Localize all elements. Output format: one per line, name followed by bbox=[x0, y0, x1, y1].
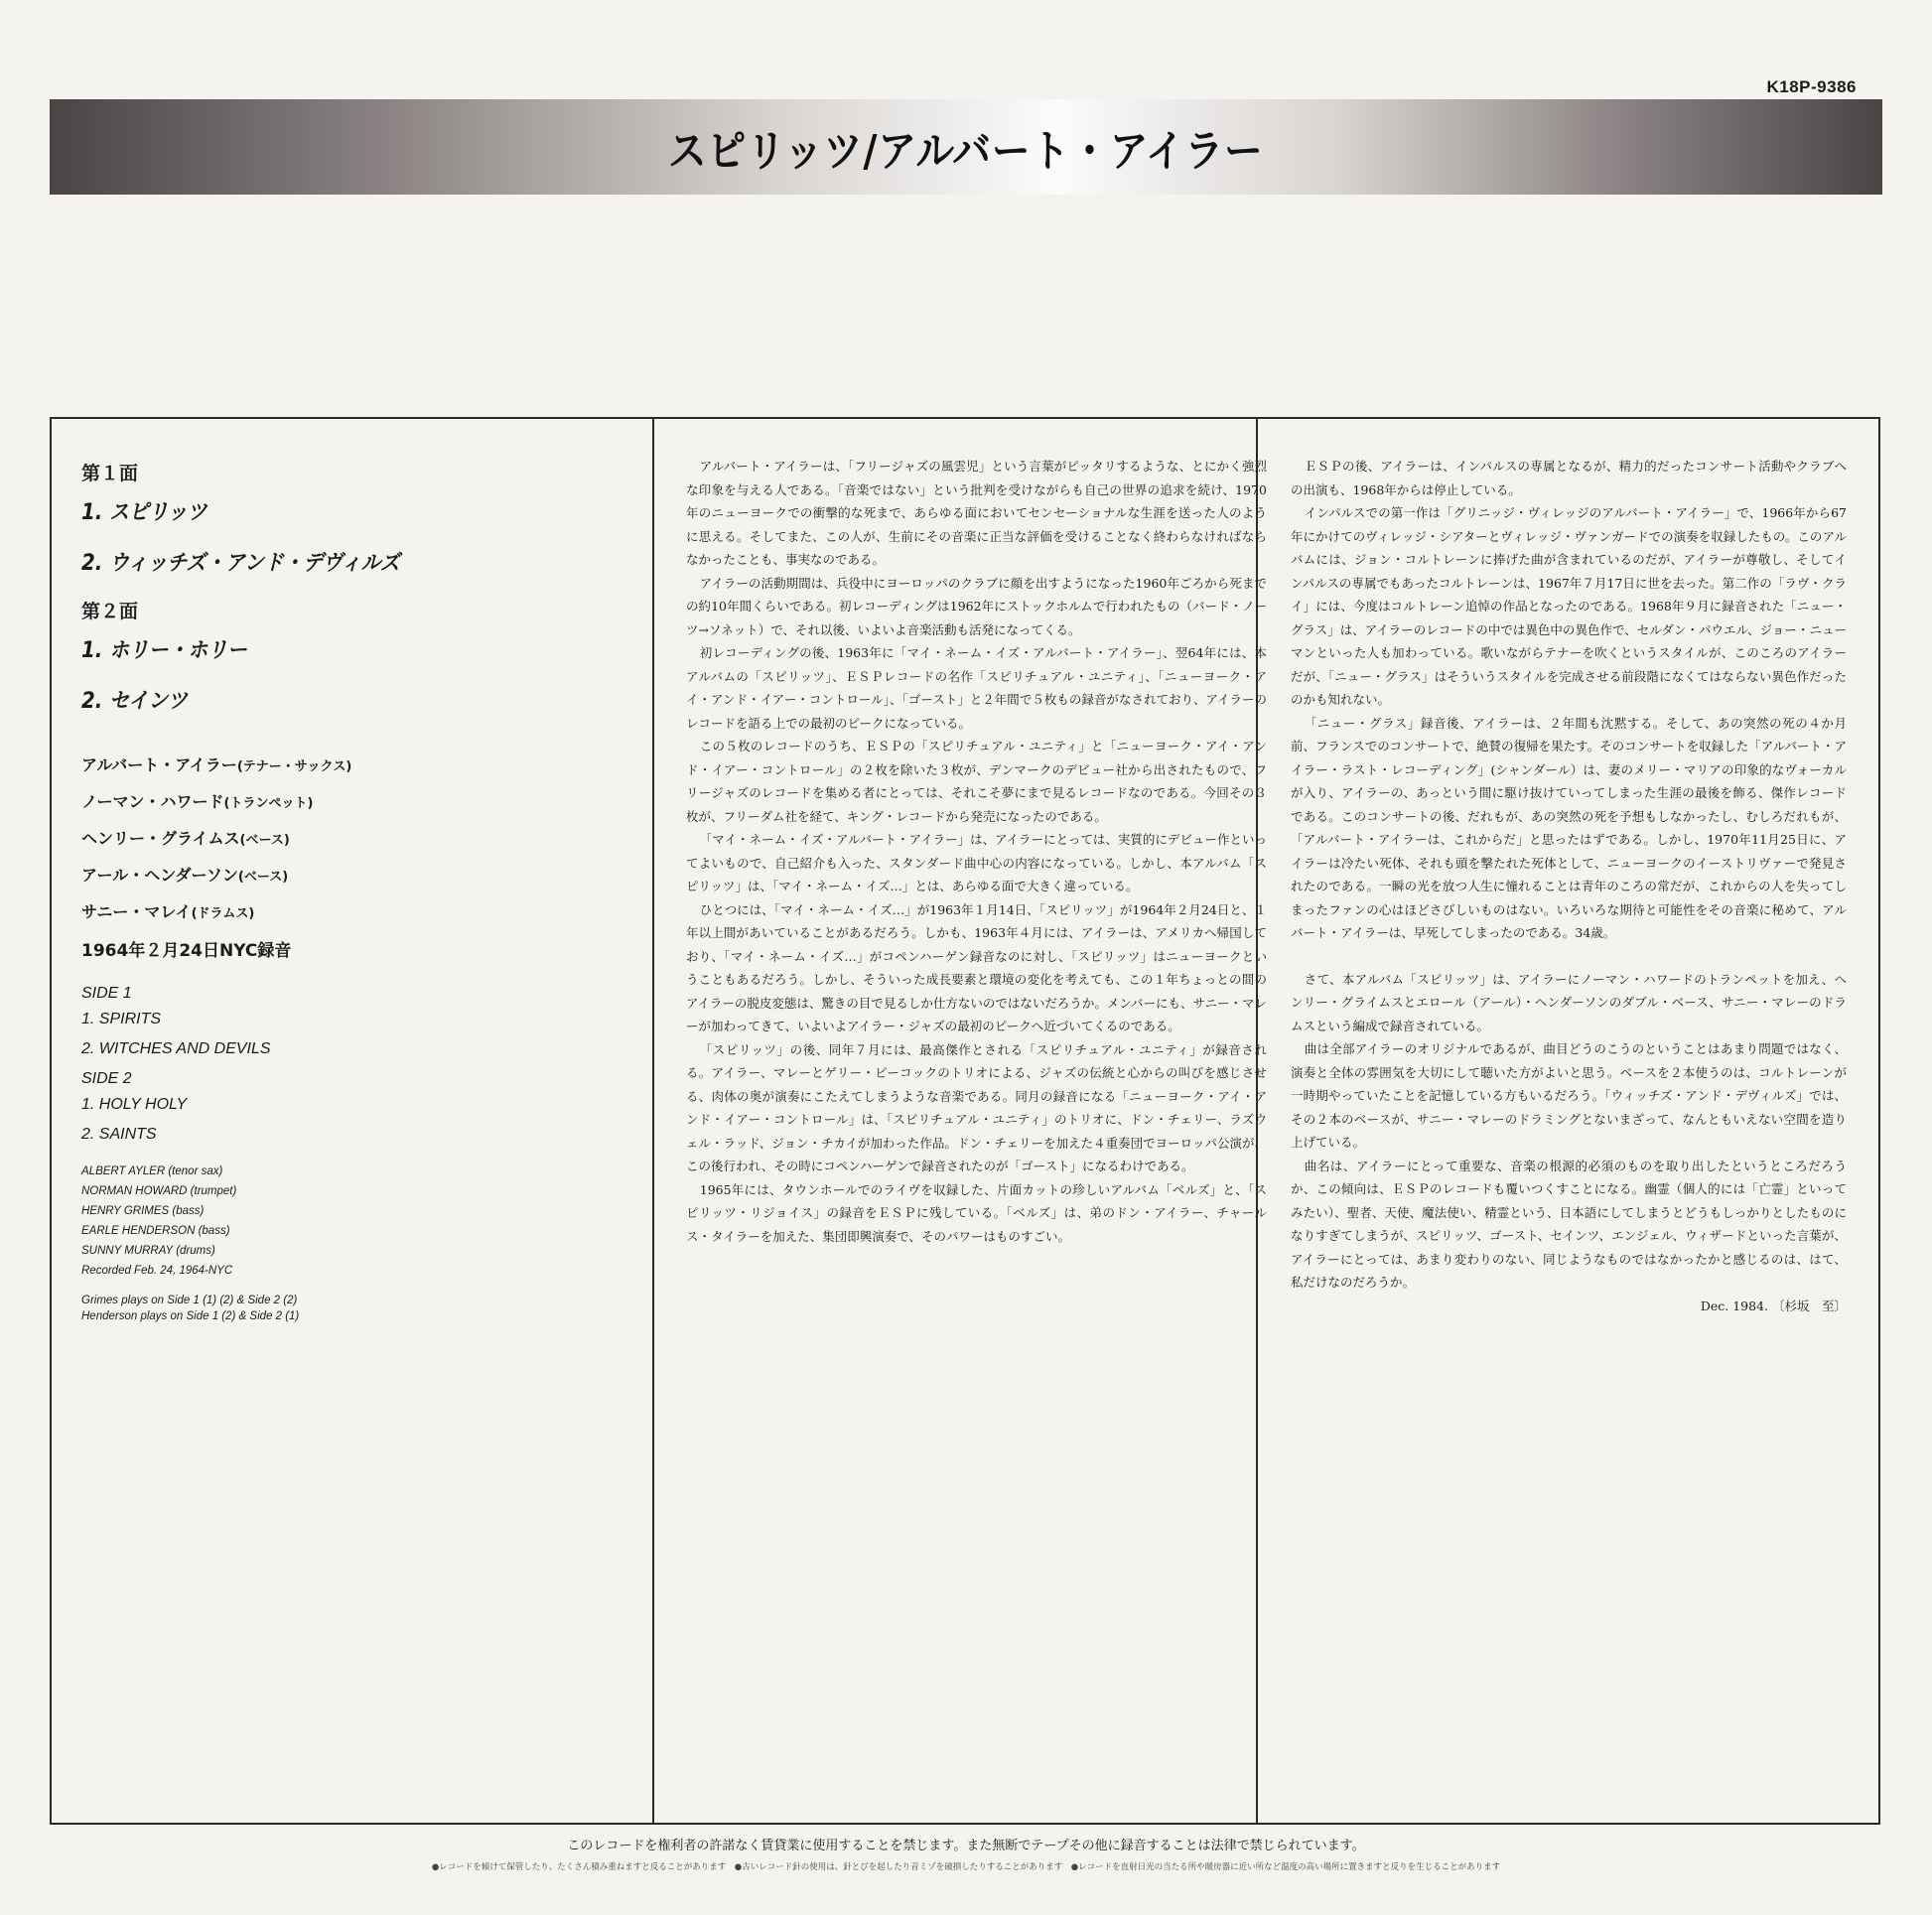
liner-paragraph: アルバート・アイラーは、「フリージャズの風雲児」という言葉がピッタリするような、とにかく強烈な印象を与える人である。「音楽ではない」という批判を受けながらも自己の世界の追求を続け、1970年のニューヨークでの衝撃的な死まで、あらゆる面においてセンセーショナルな生涯を送った人のように思える。そしてまた、この人が、生前にその音楽に正当な評価を受けることなく終わらなければならなかったことも、事実なのである。 bbox=[686, 459, 1267, 567]
track-item-en: 2. SAINTS bbox=[81, 1126, 157, 1143]
track-item-en: 1. HOLY HOLY bbox=[81, 1096, 188, 1113]
liner-notes-column-2 bbox=[686, 455, 1267, 1248]
personnel-item-jp: アール・ヘンダーソン(ベース) bbox=[81, 866, 289, 885]
author-signoff: Dec. 1984. 〔杉坂 至〕 bbox=[1700, 1298, 1847, 1313]
liner-paragraph: 曲名は、アイラーにとって重要な、音楽の根源的必須のものを取り出したというところだろうか、この傾向は、ＥＳＰのレコードも覆いつくすことになる。幽霊（個人的には「亡霊」といってみたい）、聖者、天使、魔法使い、精霊という、日本語にしてしまうとどうもしっかりとしたものになりすぎてしまうが、スピリッツ、ゴースト、セインツ、エンジェル、ウィザードといった言葉が、アイラーにとっては、あまり変わりのない、同じようなものではなかったかと感じるのは、はて、私だけなのだろうか。 bbox=[1291, 1158, 1847, 1290]
tracklist-column bbox=[81, 459, 637, 1324]
track-item-en: 2. WITCHES AND DEVILS bbox=[81, 1040, 271, 1057]
column-divider bbox=[652, 419, 654, 1823]
copyright-notice: このレコードを権利者の許諾なく賃貸業に使用することを禁じます。また無断でテープその他に録音することは法律で禁じられています。 bbox=[567, 1839, 1365, 1853]
liner-paragraph: 「スピリッツ」の後、同年７月には、最高傑作とされる「スピリチュアル・ユニティ」が録音される。アイラー、マレーとゲリー・ピーコックのトリオによる、ジャズの伝統と心からの叫びを感じさせる、肉体の奥が演奏にこたえてしまうような音楽である。同月の録音になる「ニューヨーク・アイ・アンド・イアー・コントロール」は、「スピリチュアル・ユニティ」のトリオに、ドン・チェリー、ラズウェル・ラッド、ジョン・チカイが加わった作品。ドン・チェリーを加えた４重奏団でヨーロッパ公演が、この後行われ、その時にコペンハーゲンで録音されたのが「ゴースト」になるわけである。 bbox=[686, 1041, 1267, 1173]
liner-paragraph: インパルスでの第一作は「グリニッジ・ヴィレッジのアルバート・アイラー」で、1966年から67年にかけてのヴィレッジ・シアターとヴィレッジ・ヴァンガードでの演奏を収録したもの。このアルバムには、ジョン・コルトレーンに捧げた曲が含まれているのだが、アイラーが尊敬し、そしてインパルスの専属でもあったコルトレーンは、1967年７月17日に世を去った。第二作の「ラヴ・クライ」には、今度はコルトレーン追悼の作品となったのである。1968年９月に録音された「ニュー・グラス」は、アイラーのレコードの中では異色中の異色作で、セルダン・パウエル、ジョー・ニューマンといった人も加わっている。歌いながらテナーを吹くというスタイルが、このころのアイラーだが、「ニュー・グラス」はそういうスタイルを完成させる前段階になくてはならない異色作だったのかも知れない。 bbox=[1291, 505, 1847, 707]
track-item-en: 1. SPIRITS bbox=[81, 1011, 162, 1027]
personnel-item-jp: ノーマン・ハワード(トランペット) bbox=[81, 792, 314, 811]
personnel-item-en: NORMAN HOWARD (trumpet) bbox=[81, 1185, 237, 1197]
track-item-jp: 1. スピリッツ bbox=[81, 500, 207, 525]
personnel-item-jp: ヘンリー・グライムス(ベース) bbox=[81, 829, 290, 848]
title-banner bbox=[50, 99, 1882, 195]
liner-paragraph: 曲は全部アイラーのオリジナルであるが、曲目どうのこうのということはあまり問題ではなく、演奏と全体の雰囲気を大切にして聴いた方がよいと思う。ベースを２本使うのは、コルトレーンが一時期やっていたことを記憶している方もいるだろう。「ウィッチズ・アンド・デヴィルズ」では、その２本のベースが、サニー・マレーのドラミングとないまざって、なんともいえない空間を造り上げている。 bbox=[1291, 1041, 1847, 1150]
liner-paragraph: 1965年には、タウンホールでのライヴを収録した、片面カットの珍しいアルバム「ベルズ」と、「スピリッツ・リジョイス」の録音をＥＳＰに残している。「ベルズ」は、弟のドン・アイラー、チャールス・タイラーを加えた、集団即興演奏で、そのパワーはものすごい。 bbox=[686, 1181, 1267, 1244]
liner-paragraph: ＥＳＰの後、アイラーは、インパルスの専属となるが、精力的だったコンサート活動やクラブへの出演も、1968年からは停止している。 bbox=[1291, 459, 1847, 497]
bass-notes-en bbox=[81, 1293, 637, 1324]
liner-paragraph: 「ニュー・グラス」録音後、アイラーは、２年間も沈黙する。そして、あの突然の死の４か月前、フランスでのコンサートで、絶賛の復帰を果たす。そのコンサートを収録した「アルバート・アイラー・ラスト・レコーディング」(シャンダール）は、妻のメリー・マリアの印象的なヴォーカルが入り、アイラーの、あっという間に駆け抜けていってしまった生涯の最後を飾る、傑作レコードである。このコンサートの後、だれもが、あの突然の死を予想もしなかったし、むしろだれもが、「アルバート・アイラーは、これからだ」と思ったはずである。しかし、1970年11月25日に、アイラーは冷たい死体、それも頭を撃たれた死体として、ニューヨークのイーストリヴァーで発見されたのである。一瞬の光を放つ人生に憧れることは青年のころの常だが、これからの人を失ってしまったファンの心はほどさびしいものはない。いろいろな期待と可能性をその音楽に秘めて、アルバート・アイラーは、早死してしまったのである。34歳。 bbox=[1291, 715, 1847, 940]
recording-info-jp: 1964年２月24日NYC録音 bbox=[81, 941, 292, 961]
liner-paragraph: ひとつには、「マイ・ネーム・イズ…」が1963年１月14日、「スピリッツ」が1964年２月24日と、１年以上間があいていることがあるだろう。しかも、1963年４月には、アイラーは、アメリカへ帰国しており、「マイ・ネーム・イズ…」がコペンハーゲン録音なのに対し、「スピリッツ」はニューヨークということもあるだろう。しかし、そういった成長要素と環境の変化を考えても、この１年ちょっとの間のアイラーの脱皮変態は、驚きの目で見るしか仕方ないのではないだろうか。メンバーにも、サニー・マレーが加わってきて、いよいよアイラー・ジャズの最初のピークへ近づいてくるのである。 bbox=[686, 901, 1268, 1033]
bass-note: Grimes plays on Side 1 (1) (2) & Side 2 (2) bbox=[81, 1295, 298, 1306]
personnel-item-en: ALBERT AYLER (tenor sax) bbox=[81, 1165, 223, 1177]
liner-paragraph: 「マイ・ネーム・イズ・アルバート・アイラー」は、アイラーにとっては、実質的にデビュー作といってよいもので、自己紹介も入った、スタンダード曲中心の内容になっている。しかし、本アルバム「スピリッツ」は、「マイ・ネーム・イズ…」とは、あらゆる面で大きく違っている。 bbox=[686, 832, 1267, 893]
track-item-jp: 2. ウィッチズ・アンド・デヴィルズ bbox=[81, 551, 400, 576]
care-instructions: ●レコードを傾けて保管したり、たくさん積み重ねますと反ることがあります ●古いレコード針の使用は、針とびを起したり音ミゾを破損したりすることがあります ●レコードを直射日光の当たる所や暖房器に近い所など温度の高い場所に置きますと反りを生じることがあります bbox=[431, 1862, 1501, 1872]
side2-heading-jp: 第２面 bbox=[81, 601, 139, 622]
side1-heading-jp: 第１面 bbox=[81, 463, 139, 484]
liner-notes-frame bbox=[50, 417, 1880, 1825]
side2-heading-en: SIDE 2 bbox=[81, 1070, 132, 1087]
liner-paragraph: 初レコーディングの後、1963年に「マイ・ネーム・イズ・アルバート・アイラー」、翌64年には、本アルバムの「スピリッツ」、ＥＳＰレコードの名作「スピリチュアル・ユニティ」、「ニューヨーク・アイ・アンド・イアー・コントロール」、「ゴースト」と２年間で５枚もの録音がなされており、アイラーのレコードを語る上での最初のピークになっている。 bbox=[686, 645, 1267, 731]
paragraph-spacer bbox=[1291, 945, 1847, 968]
liner-paragraph: さて、本アルバム「スピリッツ」は、アイラーにノーマン・ハワードのトランペットを加え、ヘンリー・グライムスとエロール（アール）・ヘンダーソンのダブル・ベース、サニー・マレーのドラムスという編成で録音されている。 bbox=[1291, 971, 1847, 1033]
personnel-item-en: EARLE HENDERSON (bass) bbox=[81, 1225, 230, 1237]
recording-info-en: Recorded Feb. 24, 1964-NYC bbox=[81, 1265, 233, 1277]
liner-paragraph: アイラーの活動期間は、兵役中にヨーロッパのクラブに顔を出すようになった1960年ごろから死までの約10年間くらいである。初レコーディングは1962年にストックホルムで行われたもの（バード・ノーツ→ソネット）で、それ以後、いよいよ音楽活動も活発になってくる。 bbox=[686, 575, 1267, 637]
side1-heading-en: SIDE 1 bbox=[81, 985, 132, 1002]
bass-note: Henderson plays on Side 1 (2) & Side 2 (1) bbox=[81, 1310, 300, 1322]
catalog-number: K18P-9386 bbox=[1766, 77, 1857, 96]
liner-paragraph: この５枚のレコードのうち、ＥＳＰの「スピリチュアル・ユニティ」と「ニューヨーク・アイ・アンド・イアー・コントロール」の２枚を除いた３枚が、デンマークのデビュー社から出されたもので、フリージャズのレコードを集める者にとっては、それこそ夢にまで見るレコードなのである。今回その３枚が、フリーダム社を経て、キング・レコードから発売になったのである。 bbox=[686, 739, 1267, 824]
album-title: スピリッツ/アルバート・アイラー bbox=[668, 126, 1264, 177]
track-item-jp: 2. セインツ bbox=[81, 689, 188, 714]
personnel-item-en: SUNNY MURRAY (drums) bbox=[81, 1245, 215, 1257]
personnel-item-jp: サニー・マレイ(ドラムス) bbox=[81, 902, 255, 921]
personnel-item-jp: アルバート・アイラー(テナー・サックス) bbox=[81, 755, 352, 774]
personnel-item-en: HENRY GRIMES (bass) bbox=[81, 1205, 205, 1217]
liner-notes-column-3 bbox=[1291, 455, 1847, 1317]
track-item-jp: 1. ホリー・ホリー bbox=[81, 638, 247, 663]
